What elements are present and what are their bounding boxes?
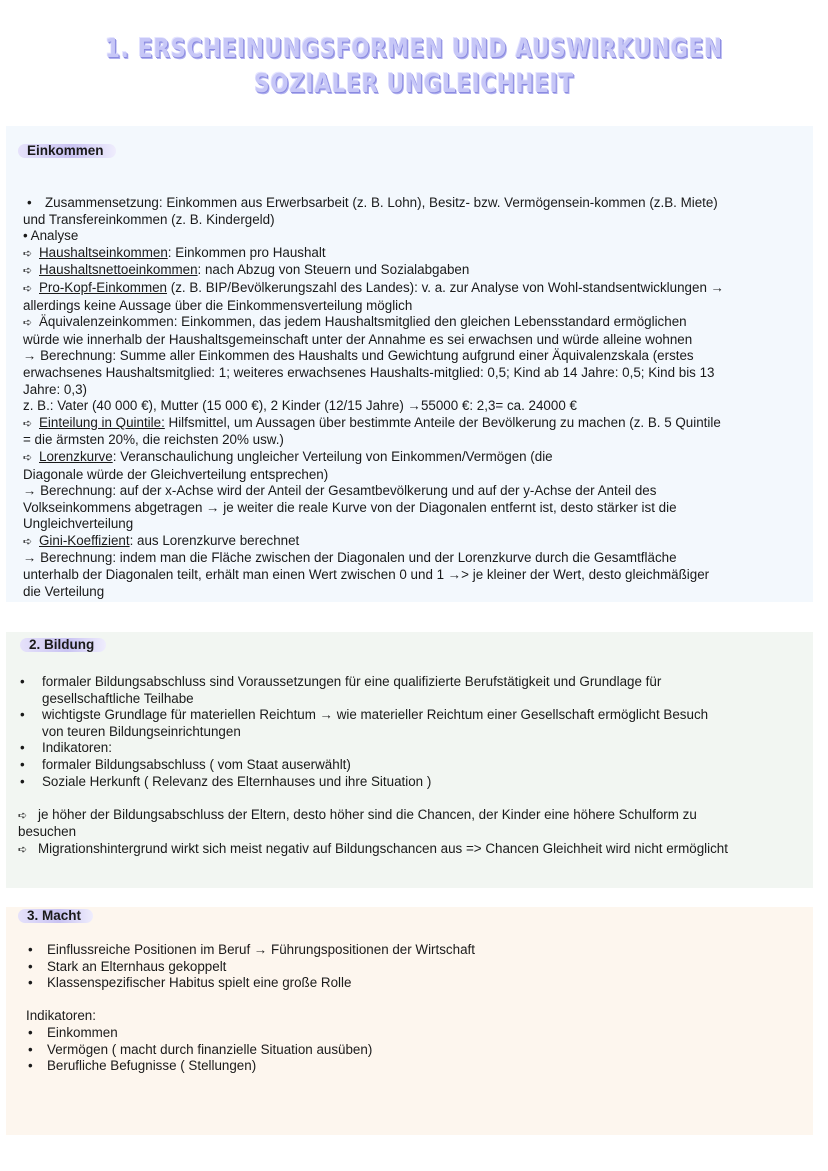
calc-line-3: Jahre: 0,3) <box>23 381 88 397</box>
item-gini-koeffizient: ➪ Gini-Koeffizient: aus Lorenzkurve berechnet <box>23 533 724 551</box>
list-item: • wichtigste Grundlage für materiellen Reichtum → wie materieller Reichtum einer Gesellschaft ermöglicht Besuch von teuren Bildungseinrichtungen <box>18 707 808 740</box>
lorenz-calc-1: → Berechnung: auf der x-Achse wird der Anteil der Gesamtbevölkerung und auf der y-Achse der Anteil des <box>23 483 657 499</box>
page-title-line-1: 1. ERSCHEINUNGSFORMEN UND AUSWIRKUNGEN <box>105 34 723 64</box>
bildung-content <box>18 674 808 859</box>
hollow-right-arrow-icon: ➪ <box>23 246 33 260</box>
hollow-right-arrow-icon: ➪ <box>23 534 33 548</box>
note-bildungsabschluss-cont: besuchen <box>18 824 77 840</box>
list-item: • Soziale Herkunft ( Relevanz des Elternhauses und ihre Situation ) <box>18 774 808 791</box>
gini-calc-1: → Berechnung: indem man die Fläche zwischen der Diagonalen und der Lorenzkurve durch die Gesamtfläche <box>23 550 677 566</box>
hollow-right-arrow-icon: ➪ <box>23 316 33 330</box>
heading-macht: 3. Macht <box>18 909 93 923</box>
list-item: • Stark an Elternhaus gekoppelt <box>26 959 806 976</box>
gini-calc-3: die Verteilung <box>23 583 105 599</box>
item-pro-kopf-cont: allerdings keine Aussage über die Einkommensverteilung möglich <box>23 297 413 313</box>
macht-indikatoren-label: Indikatoren: <box>26 1008 96 1024</box>
list-item: • formaler Bildungsabschluss ( vom Staat auserwählt) <box>18 757 808 774</box>
analyse-label: • Analyse <box>23 228 79 244</box>
item-quintile-cont: = die ärmsten 20%, die reichsten 20% usw.) <box>23 432 284 448</box>
page-title-line-2: SOZIALER UNGLEICHHEIT <box>254 69 574 99</box>
bullet-zusammensetzung-cont: und Transfereinkommen (z. B. Kindergeld) <box>23 211 275 227</box>
list-item: • formaler Bildungsabschluss sind Voraussetzungen für eine qualifizierte Berufstätigkeit und Grundlage für gesellschaftliche Teilhabe <box>18 674 808 707</box>
calc-line-1: → Berechnung: Summe aller Einkommen des Haushalts und Gewichtung aufgrund einer Äquivalenzskala (erstes <box>23 348 694 364</box>
hollow-right-arrow-icon: ➪ <box>23 281 33 295</box>
item-haushaltseinkommen: ➪ Haushaltseinkommen: Einkommen pro Haushalt <box>23 245 724 263</box>
list-item: • Vermögen ( macht durch finanzielle Situation ausüben) <box>26 1042 806 1059</box>
hollow-right-arrow-icon: ➪ <box>18 842 28 856</box>
section-macht <box>6 907 813 1135</box>
item-lorenzkurve: ➪ Lorenzkurve: Veranschaulichung ungleicher Verteilung von Einkommen/Vermögen (die <box>23 449 724 467</box>
lorenz-calc-3: Ungleichverteilung <box>23 516 134 532</box>
item-aequivalenz-cont: würde wie innerhalb der Haushaltsgemeinschaft unter der Annahme es sei erwachsen und würde alleine wohnen <box>23 331 693 347</box>
hollow-right-arrow-icon: ➪ <box>23 450 33 464</box>
hollow-right-arrow-icon: ➪ <box>18 808 28 822</box>
bullet-zusammensetzung: • Zusammensetzung: Einkommen aus Erwerbsarbeit (z. B. Lohn), Besitz- bzw. Vermögensein-kommen (z.B. Miete) <box>27 195 718 210</box>
note-migration: ➪ Migrationshintergrund wirkt sich meist negativ auf Bildungschancen aus => Chancen Gleichheit wird nicht ermöglicht <box>18 841 808 859</box>
list-item: • Klassenspezifischer Habitus spielt eine große Rolle <box>26 975 806 992</box>
hollow-right-arrow-icon: ➪ <box>23 264 33 278</box>
gini-calc-2: unterhalb der Diagonalen teilt, erhält man einen Wert zwischen 0 und 1 →> je kleiner der Wert, desto gleichmäßiger <box>23 567 710 583</box>
note-bildungsabschluss: ➪ je höher der Bildungsabschluss der Eltern, desto höher sind die Chancen, der Kinder eine höhere Schulform zu <box>18 807 808 825</box>
list-item: • Einflussreiche Positionen im Beruf → Führungspositionen der Wirtschaft <box>26 942 806 959</box>
list-item: • Berufliche Befugnisse ( Stellungen) <box>26 1058 806 1075</box>
calc-example: z. B.: Vater (40 000 €), Mutter (15 000 €), 2 Kinder (12/15 Jahre) →55000 €: 2,3= ca. 24000 € <box>23 398 577 414</box>
item-pro-kopf-einkommen: ➪ Pro-Kopf-Einkommen (z. B. BIP/Bevölkerungszahl des Landes): v. a. zur Analyse von Wohl-standsentwicklungen → <box>23 280 724 298</box>
macht-content <box>26 942 806 1075</box>
list-item: • Indikatoren: <box>18 740 808 757</box>
section-bildung <box>6 632 813 888</box>
list-item: • Einkommen <box>26 1025 806 1042</box>
item-aequivalenzeinkommen: ➪ Äquivalenzeinkommen: Einkommen, das jedem Haushaltsmitglied den gleichen Lebensstandard ermöglichen <box>23 314 724 332</box>
section-einkommen <box>6 126 813 602</box>
hollow-right-arrow-icon: ➪ <box>23 416 33 430</box>
heading-einkommen: Einkommen <box>18 144 116 158</box>
einkommen-content <box>23 195 724 600</box>
heading-bildung: 2. Bildung <box>20 638 106 652</box>
calc-line-2: erwachsenes Haushaltsmitglied: 1; weiteres erwachsenes Haushalts-mitglied: 0,5; Kind ab 14 Jahre: 0,5; Kind bis 13 <box>23 364 715 380</box>
item-quintile: ➪ Einteilung in Quintile: Hilfsmittel, um Aussagen über bestimmte Anteile der Bevölkerung zu machen (z. B. 5 Quintile <box>23 415 724 433</box>
item-lorenzkurve-cont: Diagonale würde der Gleichverteilung entsprechen) <box>23 466 329 482</box>
lorenz-calc-2: Volkseinkommens abgetragen → je weiter die reale Kurve von der Diagonalen entfernt ist, desto stärker ist die <box>23 499 677 515</box>
item-haushaltsnettoeinkommen: ➪ Haushaltsnettoeinkommen: nach Abzug von Steuern und Sozialabgaben <box>23 262 724 280</box>
